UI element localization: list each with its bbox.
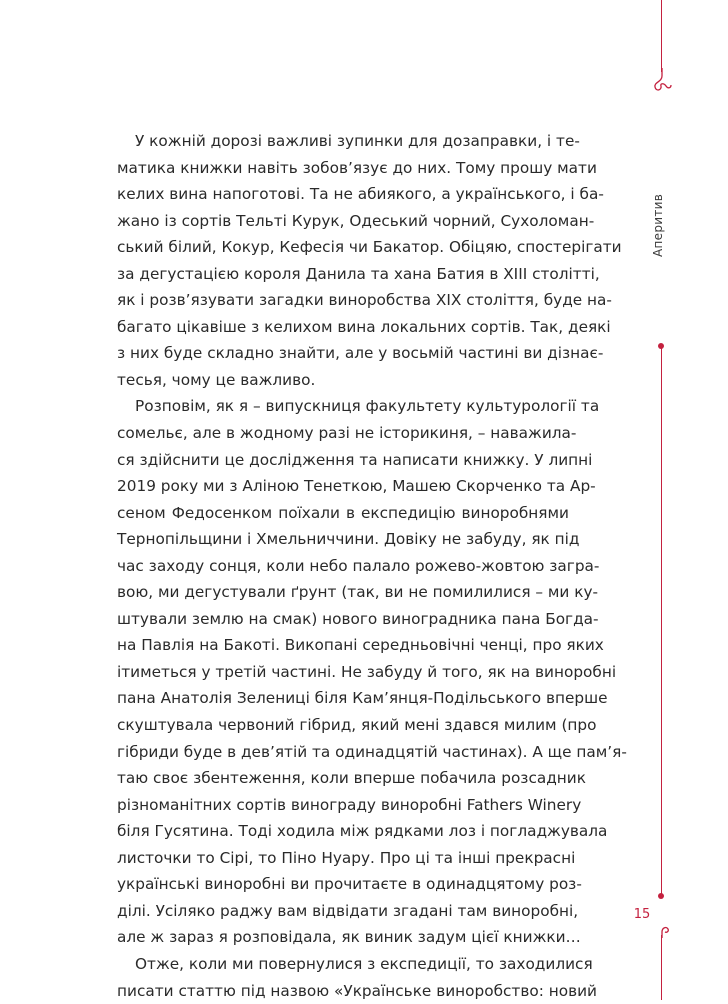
text-line: писати статтю під назвою «Українське виноробство: новий (117, 978, 569, 1004)
text-line: матика книжки навіть зобов’язує до них. Тому прошу мати (117, 155, 569, 182)
text-line: з них буде складно знайти, але у восьмій частині ви дізнає- (117, 340, 569, 367)
text-line: за дегустацією короля Данила та хана Батия в XIII столітті, (117, 261, 569, 288)
text-line: Отже, коли ми повернулися з експедиції, то заходилися (117, 951, 569, 978)
text-line: Розповім, як я – випускниця факультету культурології та (117, 393, 569, 420)
text-line: ський білий, Кокур, Кефесія чи Бакатор. Обіцяю, спостерігати (117, 234, 569, 261)
text-line: ітиметься у третій частині. Не забуду й того, як на виноробні (117, 659, 569, 686)
text-line: на Павлія на Бакоті. Викопані середньовічні ченці, про яких (117, 632, 569, 659)
margin-rule-bottom (661, 935, 662, 1000)
margin-rule-middle (661, 348, 662, 896)
text-line: біля Гусятина. Тоді ходила між рядками лоз і погладжувала (117, 818, 569, 845)
text-line: ся здійснити це дослідження та написати книжку. У липні (117, 447, 569, 474)
text-line: 2019 року ми з Аліною Тенеткою, Машею Скорченко та Ар- (117, 473, 569, 500)
text-line: але ж зараз я розповідала, як виник задум цієї книжки… (117, 924, 569, 951)
text-line: листочки то Сірі, то Піно Нуару. Про ці та інші прекрасні (117, 845, 569, 872)
text-line: вою, ми дегустували ґрунт (так, ви не помилилися – ми ку- (117, 579, 569, 606)
text-line: сомельє, але в жодному разі не історикиня, – наважила- (117, 420, 569, 447)
margin-rule-dot-bottom (658, 893, 664, 899)
text-line: гібриди буде в дев’ятій та одинадцятій частинах). А ще пам’я- (117, 739, 569, 766)
text-line: тесья, чому це важливо. (117, 367, 569, 394)
text-line: сеном Федосенком поїхали в експедицію виноробнями (117, 500, 569, 527)
text-line: українські виноробні ви прочитаєте в одинадцятому роз- (117, 871, 569, 898)
margin-rule-top (661, 0, 662, 72)
text-line: час заходу сонця, коли небо палало рожево-жовтою загра- (117, 553, 569, 580)
text-line: У кожній дорозі важливі зупинки для дозаправки, і те- (117, 128, 569, 155)
flourish-ornament-top (650, 68, 674, 94)
text-line: Тернопільщини і Хмельниччини. Довіку не забуду, як під (117, 526, 569, 553)
running-section-title: Аперитив (651, 197, 665, 257)
text-line: штували землю на смак) нового виноградника пана Богда- (117, 606, 569, 633)
text-line: як і розв’язувати загадки виноробства XIX століття, буде на- (117, 287, 569, 314)
text-line: пана Анатолія Зелениці біля Кам’янця-Подільського вперше (117, 685, 569, 712)
text-line: багато цікавіше з келихом вина локальних сортів. Так, деякі (117, 314, 569, 341)
body-text (117, 128, 569, 1004)
text-line: жано із сортів Тельті Курук, Одеський чорний, Сухоломан- (117, 208, 569, 235)
text-line: скуштувала червоний гібрид, який мені здався милим (про (117, 712, 569, 739)
text-line: ділі. Усіляко раджу вам відвідати згадані там виноробні, (117, 898, 569, 925)
text-line: келих вина напоготові. Та не абиякого, а українського, і ба- (117, 181, 569, 208)
page-number: 15 (632, 907, 652, 922)
text-line: різноманітних сортів винограду виноробні Fathers Winery (117, 792, 569, 819)
text-line: таю своє збентеження, коли вперше побачила розсадник (117, 765, 569, 792)
